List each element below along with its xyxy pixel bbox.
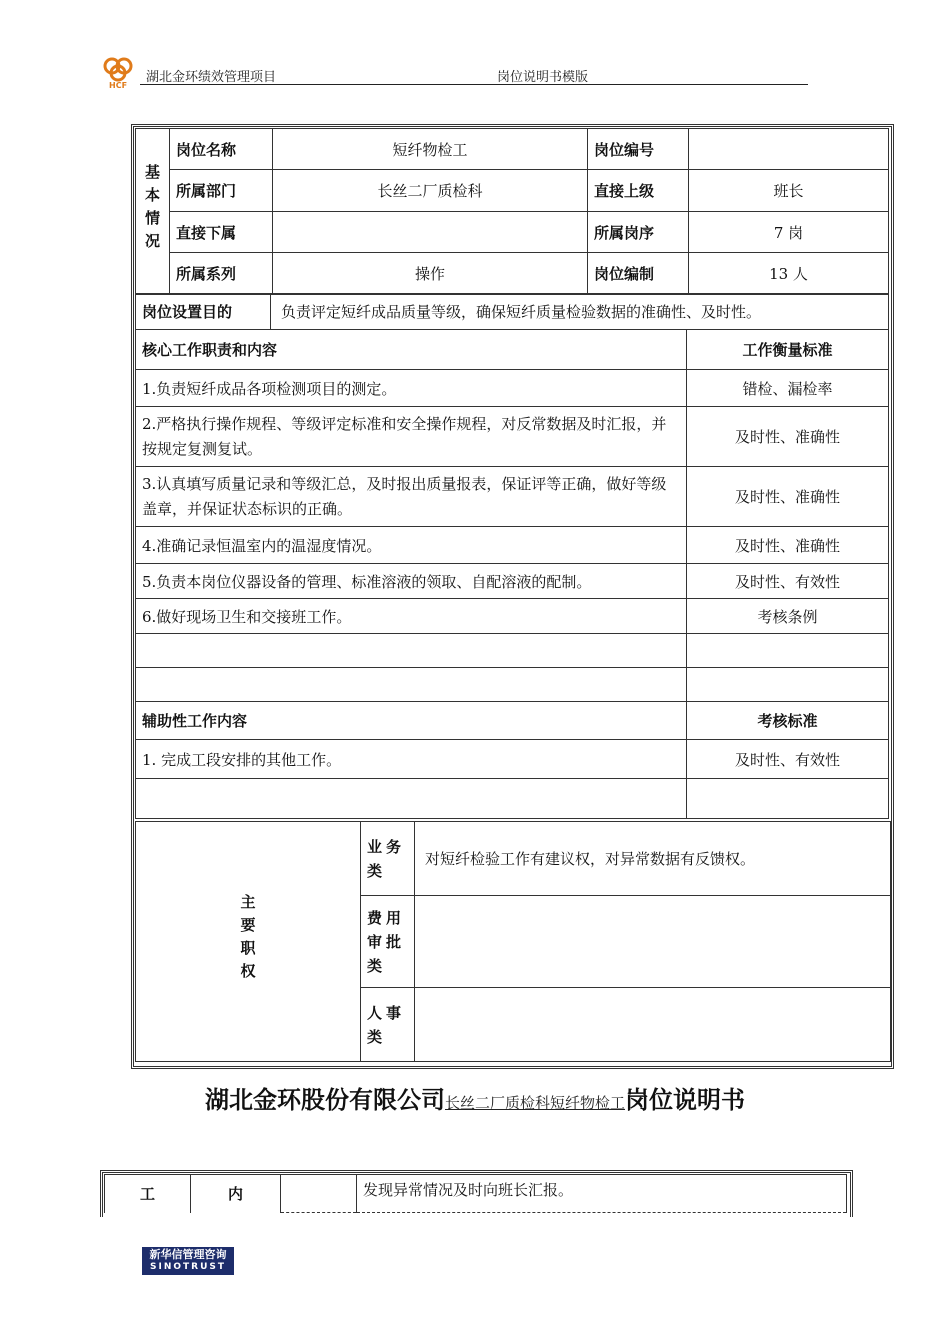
- header-doc-type: 岗位说明书模版: [497, 70, 589, 85]
- field-label: 直接上级: [588, 170, 689, 212]
- subordinates-value: [273, 212, 588, 253]
- core-duty-item: [136, 634, 687, 668]
- work-cell: 内: [191, 1175, 281, 1213]
- core-duty-standard: 及时性、准确性: [687, 407, 889, 467]
- authority-text: [415, 988, 891, 1062]
- work-table: [104, 1174, 847, 1213]
- header-project: 湖北金环绩效管理项目: [146, 70, 277, 85]
- field-label: 直接下属: [170, 212, 273, 253]
- series-value: 操作: [273, 253, 588, 295]
- core-duty-standard: [687, 668, 889, 702]
- footer-logo-cn: 新华信管理咨询: [149, 1248, 227, 1261]
- job-title-value: 短纤物检工: [273, 129, 588, 170]
- header-rule: [140, 84, 808, 85]
- core-header: 核心工作职责和内容: [136, 330, 687, 370]
- core-duty-item: 2.严格执行操作规程、等级评定标准和安全操作规程，对反常数据及时汇报，并按规定复测复试。: [136, 407, 687, 467]
- aux-duty-item: 1. 完成工段安排的其他工作。: [136, 740, 687, 779]
- core-duty-item: 1.负责短纤成品各项检测项目的测定。: [136, 370, 687, 407]
- aux-header: 辅助性工作内容: [136, 702, 687, 740]
- authority-text: 对短纤检验工作有建议权，对异常数据有反馈权。: [415, 822, 891, 896]
- core-duty-item: 5.负责本岗位仪器设备的管理、标准溶液的领取、自配溶液的配制。: [136, 564, 687, 599]
- field-label: 岗位编制: [588, 253, 689, 295]
- aux-standard-header: 考核标准: [687, 702, 889, 740]
- document-title: [0, 1080, 950, 1115]
- core-duty-standard: 错检、漏检率: [687, 370, 889, 407]
- authority-type: 人事类: [361, 988, 415, 1062]
- core-duty-standard: 及时性、准确性: [687, 527, 889, 564]
- footer-logo-en: SINOTRUST: [149, 1262, 226, 1272]
- supervisor-value: 班长: [689, 170, 889, 212]
- company-logo: [100, 54, 138, 90]
- title-dept: 长丝二厂质检科: [444, 1094, 550, 1112]
- post-rank-value: 7 岗: [689, 212, 889, 253]
- field-label: 所属部门: [170, 170, 273, 212]
- core-duty-standard: 考核条例: [687, 599, 889, 634]
- department-value: 长丝二厂质检科: [273, 170, 588, 212]
- job-number-value: [689, 129, 889, 170]
- footer-logo: [142, 1247, 234, 1275]
- authority-type: 业务类: [361, 822, 415, 896]
- basic-section-label: 基本情况: [136, 129, 170, 295]
- duties-table: [135, 293, 889, 819]
- core-duty-item: 3.认真填写质量记录和等级汇总，及时报出质量报表，保证评等正确，做好等级盖章，并保证状态标识的正确。: [136, 467, 687, 527]
- headcount-value: 13 人: [689, 253, 889, 295]
- field-label: 岗位名称: [170, 129, 273, 170]
- logo-text: HCF: [109, 81, 128, 90]
- core-duty-standard: 及时性、有效性: [687, 564, 889, 599]
- title-suffix: 岗位说明书: [625, 1086, 746, 1114]
- authority-table: [135, 821, 891, 1062]
- aux-duty-standard: [687, 779, 889, 819]
- core-duty-item: 6.做好现场卫生和交接班工作。: [136, 599, 687, 634]
- work-cell: [281, 1175, 357, 1213]
- title-company: 湖北金环股份有限公司: [204, 1086, 445, 1114]
- core-duty-standard: [687, 634, 889, 668]
- field-label: 所属岗序: [588, 212, 689, 253]
- core-standard-header: 工作衡量标准: [687, 330, 889, 370]
- core-duty-item: [136, 668, 687, 702]
- purpose-label: 岗位设置目的: [136, 294, 271, 330]
- aux-duty-standard: 及时性、有效性: [687, 740, 889, 779]
- field-label: 岗位编号: [588, 129, 689, 170]
- authority-type: 费用审批类: [361, 896, 415, 988]
- aux-duty-item: [136, 779, 687, 819]
- purpose-text: 负责评定短纤成品质量等级，确保短纤质量检验数据的准确性、及时性。: [271, 294, 889, 330]
- authority-text: [415, 896, 891, 988]
- field-label: 所属系列: [170, 253, 273, 295]
- basic-info-table: [135, 128, 889, 295]
- work-cell: 工: [105, 1175, 191, 1213]
- work-text: 发现异常情况及时向班长汇报。: [357, 1175, 847, 1213]
- core-duty-standard: 及时性、准确性: [687, 467, 889, 527]
- title-post: 短纤物检工: [550, 1094, 626, 1112]
- core-duty-item: 4.准确记录恒温室内的温湿度情况。: [136, 527, 687, 564]
- authority-label: 主要职权: [136, 822, 361, 1062]
